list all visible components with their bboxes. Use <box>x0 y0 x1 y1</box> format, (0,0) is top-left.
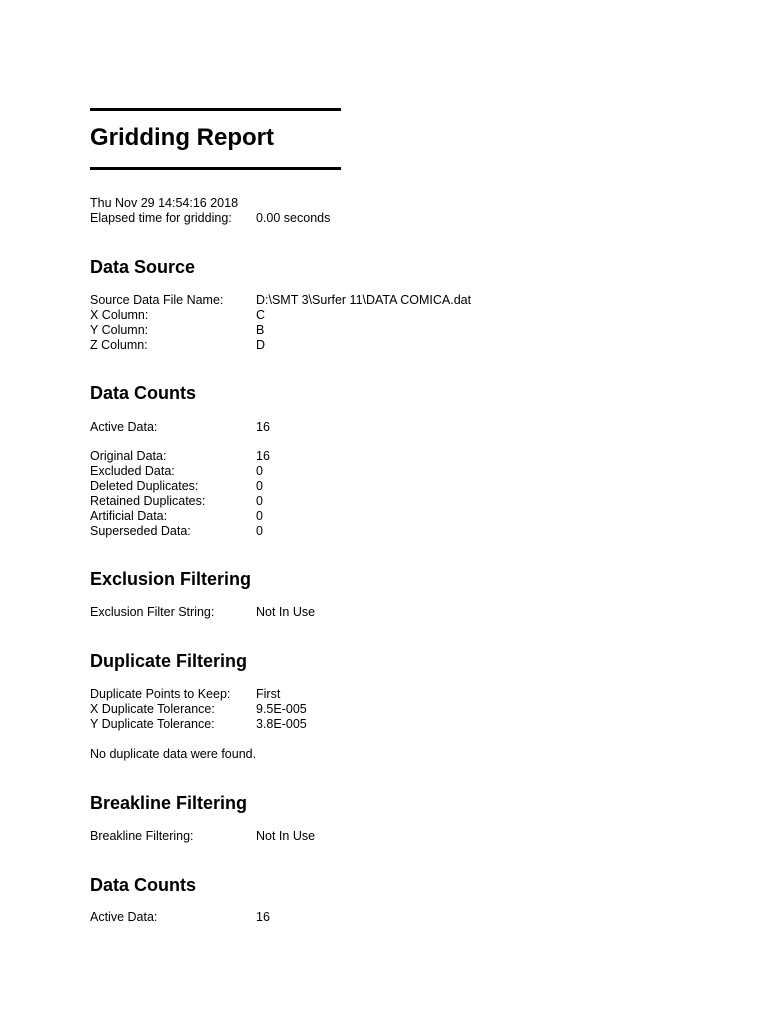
section-heading-exclusion-filtering: Exclusion Filtering <box>90 569 252 589</box>
duplicate-note-block <box>90 747 256 762</box>
x-duplicate-tolerance-value: 9.5E-005 <box>256 702 307 716</box>
report-header-info <box>90 196 331 226</box>
x-column-value: C <box>256 308 266 322</box>
artificial-data-label: Artificial Data: <box>90 509 168 523</box>
breakline-filtering-value: Not In Use <box>256 829 316 843</box>
excluded-data-label: Excluded Data: <box>90 464 175 478</box>
section-heading-data-counts: Data Counts <box>90 383 197 403</box>
original-data-value: 16 <box>256 449 270 463</box>
exclusion-filter-string-label: Exclusion Filter String: <box>90 605 215 619</box>
artificial-data-value: 0 <box>256 509 263 523</box>
duplicate-keep-value: First <box>256 687 281 701</box>
z-column-value: D <box>256 338 266 352</box>
original-data-label: Original Data: <box>90 449 167 463</box>
active-data-value: 16 <box>256 420 270 434</box>
superseded-data-label: Superseded Data: <box>90 524 191 538</box>
deleted-duplicates-value: 0 <box>256 479 263 493</box>
exclusion-filter-string-value: Not In Use <box>256 605 316 619</box>
y-duplicate-tolerance-value: 3.8E-005 <box>256 717 307 731</box>
deleted-duplicates-label: Deleted Duplicates: <box>90 479 199 493</box>
elapsed-time-label: Elapsed time for gridding: <box>90 211 232 225</box>
active-data-label: Active Data: <box>90 420 158 434</box>
retained-duplicates-label: Retained Duplicates: <box>90 494 206 508</box>
title-rule-top <box>90 108 341 111</box>
report-timestamp: Thu Nov 29 14:54:16 2018 <box>90 196 239 210</box>
x-duplicate-tolerance-label: X Duplicate Tolerance: <box>90 702 215 716</box>
active-data-2-value: 16 <box>256 910 270 924</box>
y-column-label: Y Column: <box>90 323 149 337</box>
superseded-data-value: 0 <box>256 524 263 538</box>
elapsed-time-value: 0.00 seconds <box>256 211 331 225</box>
duplicate-note: No duplicate data were found. <box>90 747 257 761</box>
y-duplicate-tolerance-label: Y Duplicate Tolerance: <box>90 717 215 731</box>
retained-duplicates-value: 0 <box>256 494 263 508</box>
excluded-data-value: 0 <box>256 464 263 478</box>
page-title: Gridding Report <box>90 124 274 151</box>
section-heading-duplicate-filtering: Duplicate Filtering <box>90 651 248 671</box>
active-data-2-label: Active Data: <box>90 910 158 924</box>
x-column-label: X Column: <box>90 308 149 322</box>
z-column-label: Z Column: <box>90 338 148 352</box>
duplicate-keep-label: Duplicate Points to Keep: <box>90 687 231 701</box>
section-heading-data-source: Data Source <box>90 257 196 277</box>
source-file-value: D:\SMT 3\Surfer 11\DATA COMICA.dat <box>256 293 472 307</box>
title-rule-bottom <box>90 167 341 170</box>
section-heading-breakline-filtering: Breakline Filtering <box>90 793 248 813</box>
y-column-value: B <box>256 323 265 337</box>
elapsed-time-row <box>90 211 331 226</box>
section-heading-data-counts-2: Data Counts <box>90 875 197 895</box>
breakline-filtering-label: Breakline Filtering: <box>90 829 194 843</box>
source-file-label: Source Data File Name: <box>90 293 224 307</box>
